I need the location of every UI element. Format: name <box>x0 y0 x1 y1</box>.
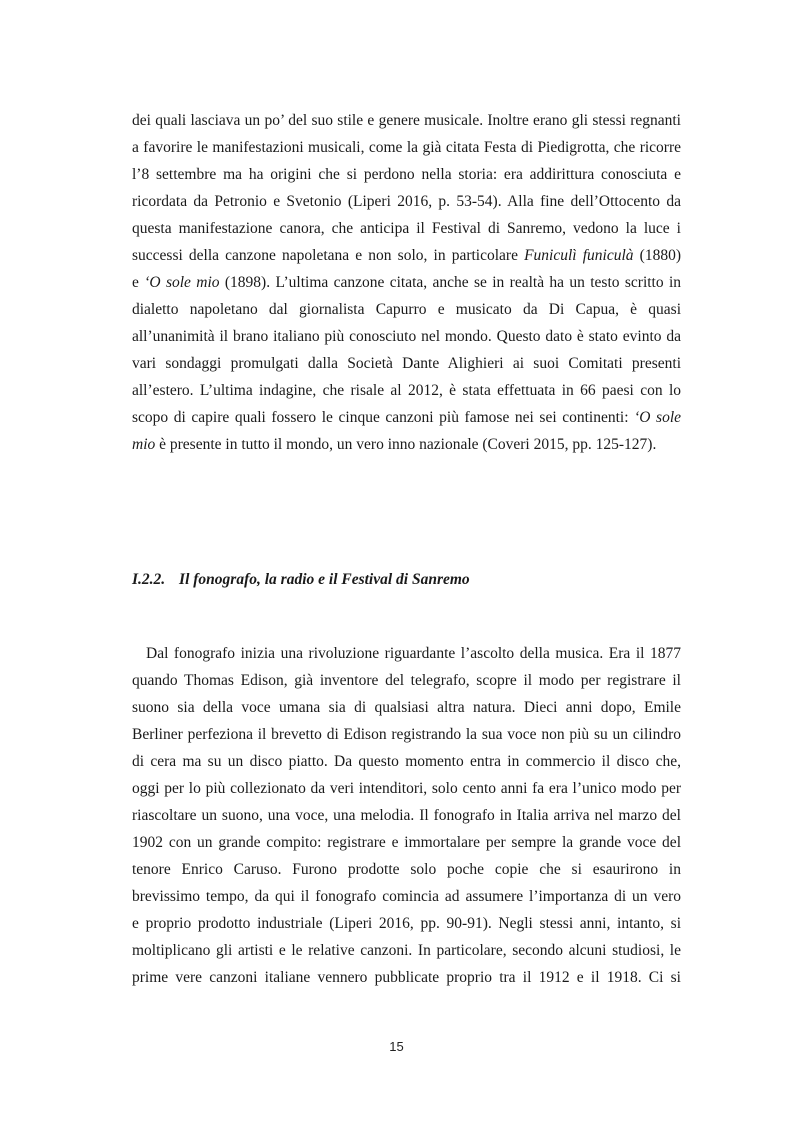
body-line: ricordata da Petronio e Svetonio (Liperi 2016, p. 53-54). Alla fine dell’Ottocento da <box>132 193 681 210</box>
section-number: I.2.2. <box>132 571 166 588</box>
body-line: suono sia della voce umana sia di qualsiasi altra natura. Dieci anni dopo, Emile <box>132 699 681 716</box>
song-title: mio <box>132 436 156 453</box>
text-run: è presente in tutto il mondo, un vero inno nazionale (Coveri 2015, pp. 125-127). <box>159 436 657 453</box>
body-line: brevissimo tempo, da qui il fonografo comincia ad assumere l’importanza di un vero <box>132 888 681 905</box>
body-line: a favorire le manifestazioni musicali, come la già citata Festa di Piedigrotta, che ricorre <box>132 139 681 156</box>
section-title: Il fonografo, la radio e il Festival di Sanremo <box>179 571 470 588</box>
body-line-mixed <box>132 270 681 296</box>
text-run: (1898). L’ultima canzone citata, anche se in realtà ha un testo scritto in <box>224 274 682 291</box>
song-title: ‘O sole <box>634 409 682 426</box>
body-line: questa manifestazione canora, che anticipa il Festival di Sanremo, vedono la luce i <box>132 220 681 237</box>
section-heading <box>132 568 470 592</box>
song-title: ‘O sole mio <box>144 274 220 291</box>
text-run: scopo di capire quali fossero le cinque canzoni più famose nei sei continenti: <box>132 409 629 426</box>
text-run: (1880) <box>639 247 681 264</box>
body-line: vari sondaggi promulgati dalla Società Dante Alighieri ai suoi Comitati presenti <box>132 355 681 372</box>
body-line: oggi per lo più collezionato da veri intenditori, solo cento anni fa era l’unico modo per <box>132 780 681 797</box>
body-line-mixed <box>132 432 681 458</box>
body-line: dialetto napoletano dal giornalista Capurro e musicato da Di Capua, è quasi <box>132 301 681 318</box>
body-line: Dal fonografo inizia una rivoluzione riguardante l’ascolto della musica. Era il 1877 <box>146 645 681 662</box>
body-line: all’unanimità il brano italiano più conosciuto nel mondo. Questo dato è stato evinto da <box>132 328 681 345</box>
page-number: 15 <box>389 1039 404 1054</box>
body-line: riascoltare un suono, una voce, una melodia. Il fonografo in Italia arriva nel marzo del <box>132 807 681 824</box>
body-line: tenore Enrico Caruso. Furono prodotte solo poche copie che si esaurirono in <box>132 861 681 878</box>
body-line: Berliner perfeziona il brevetto di Edison registrando la sua voce non più su un cilindro <box>132 726 681 743</box>
body-line: all’estero. L’ultima indagine, che risale al 2012, è stata effettuata in 66 paesi con lo <box>132 382 681 399</box>
body-line-mixed <box>132 405 681 431</box>
body-line: moltiplicano gli artisti e le relative canzoni. In particolare, secondo alcuni studiosi, le <box>132 942 681 959</box>
song-title: Funiculì funiculà <box>524 247 634 264</box>
body-line: 1902 con un grande compito: registrare e immortalare per sempre la grande voce del <box>132 834 681 851</box>
body-line: dei quali lasciava un po’ del suo stile e genere musicale. Inoltre erano gli stessi regnanti <box>132 112 681 129</box>
body-line: quando Thomas Edison, già inventore del telegrafo, scopre il modo per registrare il <box>132 672 681 689</box>
body-line: prime vere canzoni italiane vennero pubblicate proprio tra il 1912 e il 1918. Ci si <box>132 969 681 986</box>
text-run: successi della canzone napoletana e non solo, in particolare <box>132 247 518 264</box>
body-line: l’8 settembre ma ha origini che si perdono nella storia: era addirittura conosciuta e <box>132 166 681 183</box>
text-run: e <box>132 274 139 291</box>
body-line: e proprio prodotto industriale (Liperi 2016, pp. 90-91). Negli stessi anni, intanto, si <box>132 915 681 932</box>
body-line-mixed <box>132 243 681 269</box>
body-line: di cera ma su un disco piatto. Da questo momento entra in commercio il disco che, <box>132 753 681 770</box>
